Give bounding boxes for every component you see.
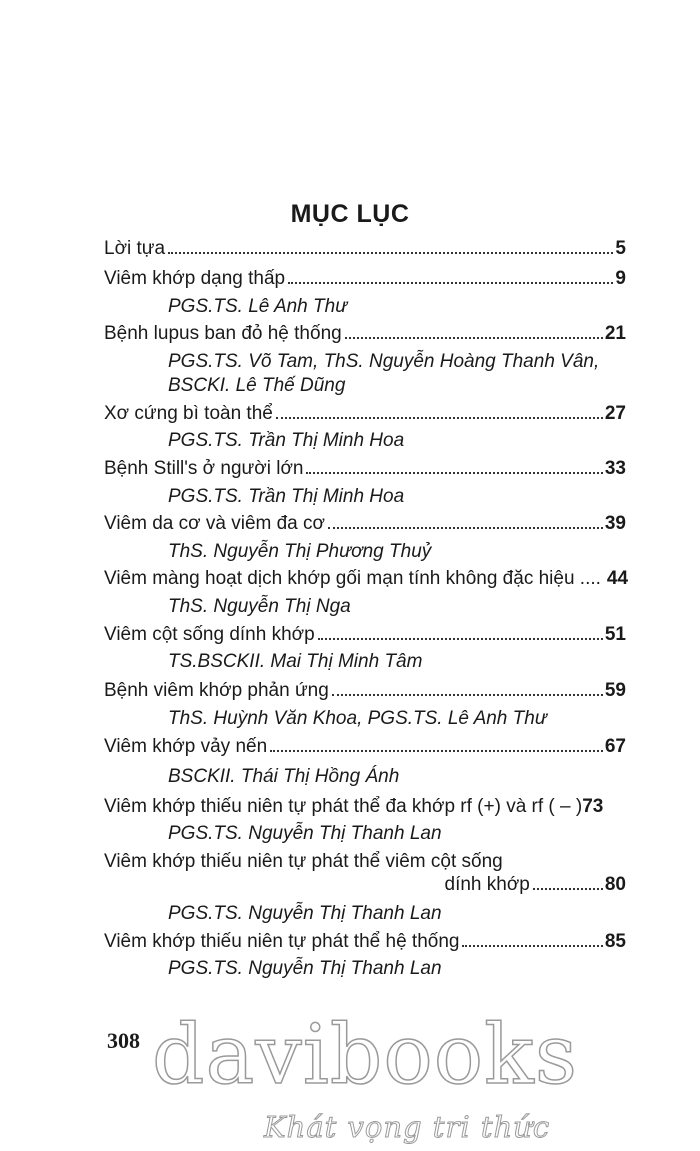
- toc-entry-title: Lời tựa: [104, 238, 166, 259]
- toc-entry: [104, 458, 626, 480]
- toc-entry-author: PGS.TS. Võ Tam, ThS. Nguyễn Hoàng Thanh Vân,: [168, 351, 600, 372]
- toc-entry-page: 5: [615, 238, 626, 259]
- toc-entry-page: 21: [604, 323, 626, 344]
- toc-entry-author: ThS. Nguyễn Thị Phương Thuỷ: [168, 541, 432, 562]
- toc-entry-title: Bệnh Still's ở người lớn: [104, 458, 304, 479]
- toc-entry-title: Bệnh viêm khớp phản ứng: [104, 680, 329, 701]
- toc-entry-title-cont: dính khớp: [444, 874, 530, 895]
- toc-entry-author: PGS.TS. Trần Thị Minh Hoa: [168, 430, 405, 451]
- toc-entry-author: TS.BSCKII. Mai Thị Minh Tâm: [168, 651, 423, 672]
- toc-entry-title: Viêm khớp thiếu niên tự phát thể đa khớp rf (+) và rf ( – ): [104, 796, 583, 817]
- toc-entry: [104, 624, 626, 646]
- toc-entry-author: PGS.TS. Nguyễn Thị Thanh Lan: [168, 958, 442, 979]
- toc-entry: [104, 796, 626, 818]
- toc-entry-title: Viêm khớp thiếu niên tự phát thể viêm cột sống: [104, 851, 503, 872]
- toc-entry-title: Xơ cứng bì toàn thể: [104, 403, 273, 424]
- toc-entry: [104, 323, 626, 345]
- toc-entry: [104, 513, 626, 535]
- watermark-logo: davibooks: [152, 1008, 578, 1103]
- page-number: 308: [107, 1028, 140, 1053]
- toc-entry-page: 73: [582, 796, 604, 817]
- toc-entry-author: ThS. Huỳnh Văn Khoa, PGS.TS. Lê Anh Thư: [168, 708, 547, 729]
- toc-entry-title: Bệnh lupus ban đỏ hệ thống: [104, 323, 342, 344]
- leader-dots: [328, 526, 603, 529]
- toc-entry-page: 33: [604, 458, 626, 479]
- leader-dots: [288, 281, 613, 284]
- leader-dots: [332, 693, 603, 696]
- toc-entry-author: PGS.TS. Lê Anh Thư: [168, 296, 348, 317]
- toc-entry-author: PGS.TS. Nguyễn Thị Thanh Lan: [168, 903, 442, 924]
- leader-dots: [168, 251, 613, 254]
- leader-dots: [345, 336, 603, 339]
- toc-entry: [104, 736, 626, 758]
- toc-entry-page: 9: [615, 268, 626, 289]
- toc-entry: [104, 238, 626, 260]
- toc-entry: [104, 403, 626, 425]
- toc-entry-page: 85: [604, 931, 626, 952]
- toc-entry-page: 39: [604, 513, 626, 534]
- toc-entry-page: 27: [604, 403, 626, 424]
- toc-entry: [104, 568, 629, 590]
- toc-entry-page: 59: [604, 680, 626, 701]
- toc-entry-title: Viêm màng hoạt dịch khớp gối mạn tính không đặc hiệu ....: [104, 568, 601, 589]
- toc-entry-title: Viêm da cơ và viêm đa cơ: [104, 513, 325, 534]
- toc-title: MỤC LỤC: [290, 200, 410, 228]
- toc-entry-page: 80: [604, 874, 626, 895]
- leader-dots: [270, 749, 603, 752]
- toc-entry: [104, 931, 626, 953]
- toc-entry-title: Viêm khớp dạng thấp: [104, 268, 286, 289]
- toc-entry: [104, 874, 626, 896]
- leader-dots: [462, 944, 602, 947]
- toc-entry-page: 51: [604, 624, 626, 645]
- leader-dots: [318, 637, 603, 640]
- toc-entry-author: BSCKII. Thái Thị Hồng Ánh: [168, 766, 400, 787]
- leader-dots: [533, 887, 603, 890]
- toc-entry-author: PGS.TS. Nguyễn Thị Thanh Lan: [168, 823, 442, 844]
- watermark-slogan: Khát vọng tri thức: [264, 1110, 551, 1144]
- toc-entry-author: BSCKI. Lê Thế Dũng: [168, 375, 346, 396]
- leader-dots: [276, 416, 603, 419]
- toc-entry-page: 67: [604, 736, 626, 757]
- leader-dots: [306, 471, 602, 474]
- toc-entry-page: 44: [606, 568, 629, 589]
- toc-entry-title: Viêm khớp thiếu niên tự phát thể hệ thống: [104, 931, 460, 952]
- toc-entry-author: PGS.TS. Trần Thị Minh Hoa: [168, 486, 405, 507]
- toc-entry-title: Viêm khớp vảy nến: [104, 736, 268, 757]
- toc-entry-author: ThS. Nguyễn Thị Nga: [168, 596, 351, 617]
- toc-entry-title: Viêm cột sống dính khớp: [104, 624, 315, 645]
- toc-entry: [104, 680, 626, 702]
- toc-entry: [104, 268, 626, 290]
